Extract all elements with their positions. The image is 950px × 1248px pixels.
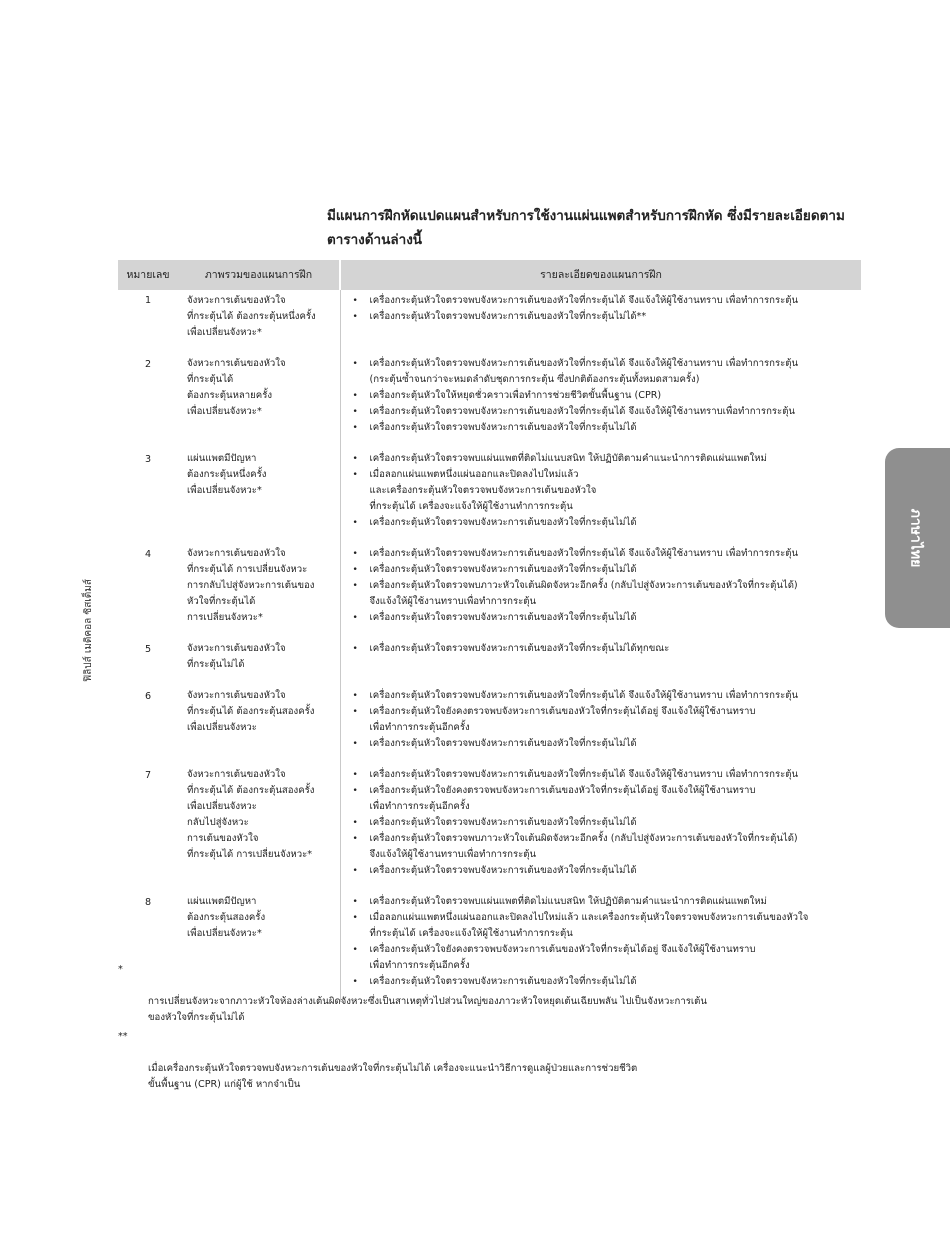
detail-list [349,356,858,436]
detail-item: • เครื่องกระตุ้นหัวใจตรวจพบจังหวะการเต้นของหัวใจที่กระตุ้นได้ จึงแจ้งให้ผู้ใช้งานทราบ เพื่อทำการกระตุ้น [349,546,858,562]
table-body [118,290,861,1002]
detail-item: • เครื่องกระตุ้นหัวใจตรวจพบจังหวะการเต้นของหัวใจที่กระตุ้นได้ จึงแจ้งให้ผู้ใช้งานทราบ เพื่อทำการกระตุ้น [349,293,858,309]
detail-item: • เครื่องกระตุ้นหัวใจตรวจพบจังหวะการเต้นของหัวใจที่กระตุ้นไม่ได้ [349,515,858,531]
row-number: 6 [144,691,152,702]
row-details-cell [340,764,861,891]
row-overview: จังหวะการเต้นของหัวใจ ที่กระตุ้นได้ ต้องกระตุ้นหลายครั้ง เพื่อเปลี่ยนจังหวะ* [187,358,286,417]
detail-item: • เครื่องกระตุ้นหัวใจตรวจพบจังหวะการเต้นของหัวใจที่กระตุ้นไม่ได้ [349,974,858,990]
row-overview: แผ่นแพตมีปัญหา ต้องกระตุ้นหนึ่งครั้ง เพื่อเปลี่ยนจังหวะ* [187,453,267,496]
table-row [118,353,861,448]
detail-item: • เมื่อลอกแผ่นแพตหนึ่งแผ่นออกและปิดลงไปใหม่แล้ว และเครื่องกระตุ้นหัวใจตรวจพบจังหวะการเต้นของหัวใจ ที่กระตุ้นได้ เครื่องจะแจ้งให้ผู้ใช้งานทำการกระตุ้น [349,910,858,942]
detail-item: • เครื่องกระตุ้นหัวใจตรวจพบจังหวะการเต้นของหัวใจที่กระตุ้นไม่ได้ [349,420,858,436]
row-details-cell [340,543,861,638]
detail-list [349,293,858,325]
row-number: 7 [144,770,152,781]
detail-item: • เครื่องกระตุ้นหัวใจตรวจพบจังหวะการเต้นของหัวใจที่กระตุ้นไม่ได้ [349,562,858,578]
detail-item: • เครื่องกระตุ้นหัวใจตรวจพบภาวะหัวใจเต้นผิดจังหวะอีกครั้ง (กลับไปสู่จังหวะการเต้นของหัวใจที่กระตุ้นได้) จึงแจ้งให้ผู้ใช้งานทราบเพื่อทำการกระตุ้น [349,831,858,863]
detail-list [349,688,858,752]
footnote-2 [118,1029,818,1093]
row-overview: จังหวะการเต้นของหัวใจ ที่กระตุ้นไม่ได้ [187,643,286,670]
footnote-mark: ** [118,1031,128,1042]
row-overview-cell [178,638,340,685]
table-row [118,543,861,638]
footnote-1 [118,962,818,1026]
table-header-row [118,260,861,290]
row-overview: จังหวะการเต้นของหัวใจ ที่กระตุ้นได้ ต้องกระตุ้นสองครั้ง เพื่อเปลี่ยนจังหวะ [187,690,315,733]
detail-item: • เครื่องกระตุ้นหัวใจตรวจพบจังหวะการเต้นของหัวใจที่กระตุ้นได้ จึงแจ้งให้ผู้ใช้งานทราบ เพื่อทำการกระตุ้น [349,767,858,783]
row-overview-cell [178,764,340,891]
language-tab-label: ภาษาไทย [907,508,923,568]
row-details-cell [340,685,861,764]
detail-item: • เครื่องกระตุ้นหัวใจยังคงตรวจพบจังหวะการเต้นของหัวใจที่กระตุ้นได้อยู่ จึงแจ้งให้ผู้ใช้งานทราบ เพื่อทำการกระตุ้นอีกครั้ง [349,783,858,815]
detail-item: • เครื่องกระตุ้นหัวใจตรวจพบจังหวะการเต้นของหัวใจที่กระตุ้นไม่ได้** [349,309,858,325]
row-details-cell [340,638,861,685]
detail-item: • เครื่องกระตุ้นหัวใจให้หยุดชั่วคราวเพื่อทำการช่วยชีวิตขั้นพื้นฐาน (CPR) [349,388,858,404]
detail-item: • เครื่องกระตุ้นหัวใจตรวจพบแผ่นแพตที่ติดไม่แนบสนิท ให้ปฏิบัติตามคำแนะนำการติดแผ่นแพตใหม่ [349,451,858,467]
header-details: รายละเอียดของแผนการฝึก [340,260,861,290]
detail-item: • เครื่องกระตุ้นหัวใจยังคงตรวจพบจังหวะการเต้นของหัวใจที่กระตุ้นได้อยู่ จึงแจ้งให้ผู้ใช้งานทราบ เพื่อทำการกระตุ้นอีกครั้ง [349,942,858,974]
detail-list [349,767,858,879]
detail-item: • เครื่องกระตุ้นหัวใจตรวจพบจังหวะการเต้นของหัวใจที่กระตุ้นได้ จึงแจ้งให้ผู้ใช้งานทราบ เพื่อทำการกระตุ้น [349,688,858,704]
detail-list [349,546,858,626]
row-overview-cell [178,290,340,353]
row-overview: แผ่นแพตมีปัญหา ต้องกระตุ้นสองครั้ง เพื่อเปลี่ยนจังหวะ* [187,896,266,939]
row-number: 1 [144,295,152,306]
detail-item: • เครื่องกระตุ้นหัวใจตรวจพบจังหวะการเต้นของหัวใจที่กระตุ้นได้ จึงแจ้งให้ผู้ใช้งานทราบเพื่อทำการกระตุ้น [349,404,858,420]
detail-item: • เครื่องกระตุ้นหัวใจตรวจพบภาวะหัวใจเต้นผิดจังหวะอีกครั้ง (กลับไปสู่จังหวะการเต้นของหัวใจที่กระตุ้นได้) จึงแจ้งให้ผู้ใช้งานทราบเพื่อทำการกระตุ้น [349,578,858,610]
detail-item: • เครื่องกระตุ้นหัวใจตรวจพบจังหวะการเต้นของหัวใจที่กระตุ้นไม่ได้ [349,736,858,752]
row-number: 3 [144,454,152,465]
table-row [118,448,861,543]
side-brand-text: ฟิลิปส์ เมดิคอล ซิสเต็มส์ [82,578,94,682]
row-number: 5 [144,644,152,655]
detail-list [349,641,858,657]
row-overview-cell [178,448,340,543]
detail-item: • เครื่องกระตุ้นหัวใจตรวจพบจังหวะการเต้นของหัวใจที่กระตุ้นไม่ได้ทุกขณะ [349,641,858,657]
header-overview: ภาพรวมของแผนการฝึก [178,260,340,290]
row-overview-cell [178,543,340,638]
row-details-cell [340,290,861,353]
side-brand-label [80,570,96,690]
detail-list [349,451,858,531]
row-overview: จังหวะการเต้นของหัวใจ ที่กระตุ้นได้ ต้องกระตุ้นหนึ่งครั้ง เพื่อเปลี่ยนจังหวะ* [187,295,316,338]
detail-item: • เครื่องกระตุ้นหัวใจตรวจพบแผ่นแพตที่ติดไม่แนบสนิท ให้ปฏิบัติตามคำแนะนำการติดแผ่นแพตใหม่ [349,894,858,910]
row-overview-cell [178,353,340,448]
row-overview: จังหวะการเต้นของหัวใจ ที่กระตุ้นได้ การเปลี่ยนจังหวะ การกลับไปสู่จังหวะการเต้นของ หัวใจที่กระตุ้นได้ การเปลี่ยนจังหวะ* [187,548,315,623]
table-row [118,764,861,891]
row-number: 8 [144,897,152,908]
detail-item: • เครื่องกระตุ้นหัวใจตรวจพบจังหวะการเต้นของหัวใจที่กระตุ้นไม่ได้ [349,815,858,831]
detail-item: • เครื่องกระตุ้นหัวใจตรวจพบจังหวะการเต้นของหัวใจที่กระตุ้นได้ จึงแจ้งให้ผู้ใช้งานทราบ เพื่อทำการกระตุ้น (กระตุ้นซ้ำจนกว่าจะหมดลำดับชุดการกระตุ้น ซึ่งปกติต้องกระตุ้นทั้งหมดสามครั้ง) [349,356,858,388]
row-number: 4 [144,549,152,560]
training-plans-table [118,260,861,1002]
footnote-text: การเปลี่ยนจังหวะจากภาวะหัวใจห้องล่างเต้นผิดจังหวะซึ่งเป็นสาเหตุทั่วไปส่วนใหญ่ของภาวะหัวใจหยุดเต้นเฉียบพลัน ไปเป็นจังหวะการเต้น ของหัวใจที่กระตุ้นไม่ได้ [148,996,707,1023]
row-details-cell [340,353,861,448]
table-row [118,638,861,685]
language-tab [885,448,950,628]
table-row [118,685,861,764]
table-row [118,290,861,353]
footnote-mark: * [118,964,123,975]
footnotes [118,962,818,1096]
header-number: หมายเลข [118,260,178,290]
row-overview-cell [178,685,340,764]
footnote-text: เมื่อเครื่องกระตุ้นหัวใจตรวจพบจังหวะการเต้นของหัวใจที่กระตุ้นไม่ได้ เครื่องจะแนะนำวิธีการดูแลผู้ป่วยและการช่วยชีวิต ขั้นพื้นฐาน (CPR) แก่ผู้ใช้ หากจำเป็น [148,1063,638,1090]
intro-text: มีแผนการฝึกหัดแปดแผนสำหรับการใช้งานแผ่นแพตสำหรับการฝึกหัด ซึ่งมีรายละเอียดตามตารางด้านล่างนี้ [327,208,845,248]
row-number: 2 [144,359,152,370]
detail-item: • เมื่อลอกแผ่นแพตหนึ่งแผ่นออกและปิดลงไปใหม่แล้ว และเครื่องกระตุ้นหัวใจตรวจพบจังหวะการเต้นของหัวใจ ที่กระตุ้นได้ เครื่องจะแจ้งให้ผู้ใช้งานทำการกระตุ้น [349,467,858,515]
row-overview: จังหวะการเต้นของหัวใจ ที่กระตุ้นได้ ต้องกระตุ้นสองครั้ง เพื่อเปลี่ยนจังหวะ กลับไปสู่จังหวะ การเต้นของหัวใจ ที่กระตุ้นได้ การเปลี่ยนจังหวะ* [187,769,315,860]
detail-item: • เครื่องกระตุ้นหัวใจยังคงตรวจพบจังหวะการเต้นของหัวใจที่กระตุ้นได้อยู่ จึงแจ้งให้ผู้ใช้งานทราบ เพื่อทำการกระตุ้นอีกครั้ง [349,704,858,736]
detail-item: • เครื่องกระตุ้นหัวใจตรวจพบจังหวะการเต้นของหัวใจที่กระตุ้นไม่ได้ [349,610,858,626]
row-details-cell [340,448,861,543]
detail-item: • เครื่องกระตุ้นหัวใจตรวจพบจังหวะการเต้นของหัวใจที่กระตุ้นไม่ได้ [349,863,858,879]
